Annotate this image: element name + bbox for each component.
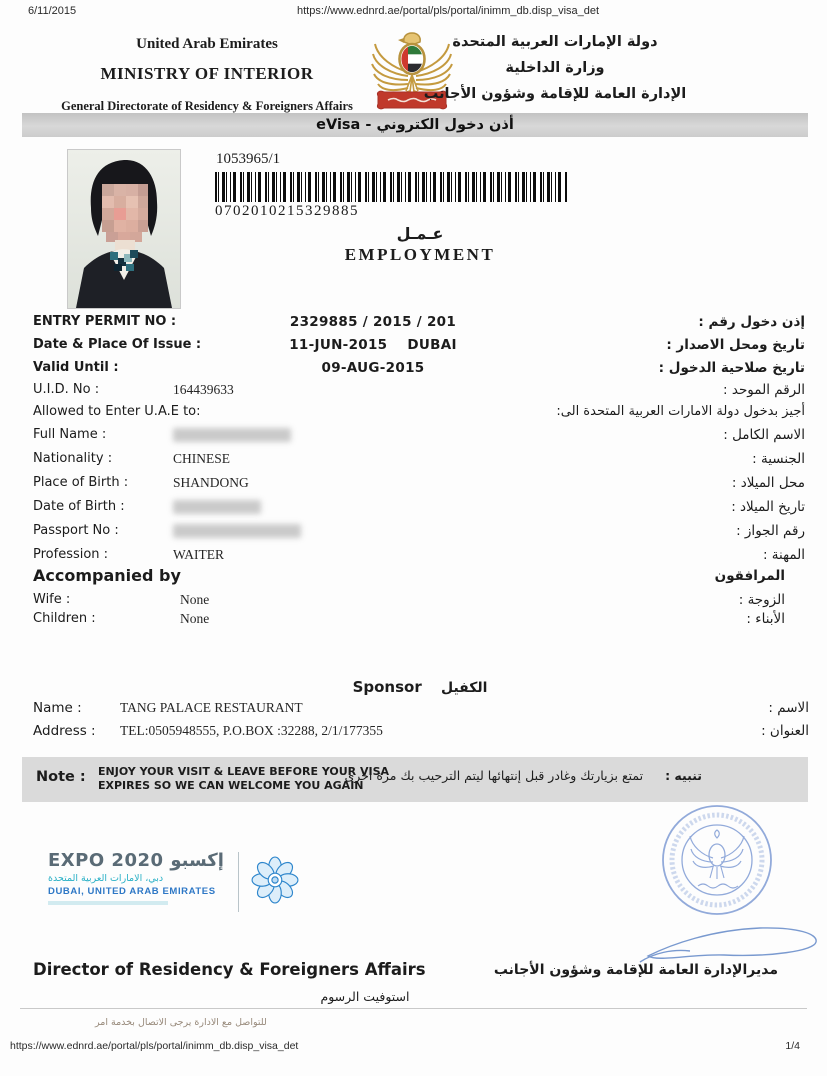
- note-line-1: ENJOY YOUR VISIT & LEAVE BEFORE YOUR VISA: [98, 765, 390, 778]
- field-row-full-name: [33, 427, 813, 445]
- ministry-name-ar: وزارة الداخلية: [505, 60, 605, 76]
- field-value: 09-AUG-2015: [321, 360, 425, 376]
- field-label: Profession :: [33, 547, 109, 562]
- sponsor-heading-en: Sponsor: [352, 678, 422, 696]
- field-label: Name :: [33, 700, 82, 716]
- visa-type-arabic: عـمـل: [396, 224, 444, 243]
- field-label-ar: الرقم الموحد :: [723, 382, 805, 398]
- file-number: 1053965/1: [216, 151, 281, 167]
- field-value: WAITER: [173, 547, 224, 562]
- field-label-ar: تاريخ صلاحية الدخول :: [658, 360, 805, 376]
- field-label-ar: المهنة :: [762, 547, 805, 563]
- print-url: https://www.ednrd.ae/portal/pls/portal/inimm_db.disp_visa_det: [297, 5, 600, 17]
- accompanied-by-heading: Accompanied by: [33, 566, 181, 585]
- field-label-ar: رقم الجواز :: [736, 523, 805, 539]
- visa-type: [300, 224, 540, 265]
- field-label-ar: تاريخ الميلاد :: [731, 499, 805, 515]
- barcode-number: 0702010215329885: [215, 203, 359, 219]
- letterhead-english: [52, 36, 362, 114]
- field-label: Full Name :: [33, 427, 107, 442]
- note-band: [22, 757, 808, 802]
- field-label-ar: الجنسية :: [752, 451, 805, 467]
- field-row-date-of-birth: [33, 499, 813, 517]
- field-row-passport-no: [33, 523, 813, 541]
- applicant-photo: [68, 150, 180, 308]
- field-label-ar: الزوجة :: [738, 592, 785, 608]
- expo-line-en: DUBAI, UNITED ARAB EMIRATES: [48, 886, 216, 897]
- contact-note-ar: للتواصل مع الادارة يرجى الاتصال بخدمة امر: [95, 1017, 267, 1028]
- field-label-ar: الأبناء :: [746, 611, 785, 627]
- field-value: 11-JUN-2015 DUBAI: [289, 337, 457, 353]
- field-label-ar: تاريخ ومحل الاصدار :: [666, 337, 805, 353]
- expo-divider: [238, 852, 239, 912]
- director-title-ar: مديرالإدارة العامة للإقامة وشؤون الأجانب: [493, 962, 778, 978]
- sponsor-heading: [300, 678, 540, 696]
- sponsor-row-name: [33, 700, 813, 718]
- expo-title: EXPO 2020 إكسبو: [48, 850, 224, 871]
- country-name: United Arab Emirates: [136, 36, 278, 52]
- ministry-name: MINISTRY OF INTERIOR: [100, 64, 314, 83]
- field-value: TEL:0505948555, P.O.BOX :32288, 2/1/177355: [120, 723, 383, 738]
- field-label: Date of Birth :: [33, 499, 125, 514]
- field-label-ar: العنوان :: [761, 723, 809, 739]
- field-row-place-of-birth: [33, 475, 813, 493]
- sponsor-row-address: [33, 723, 813, 741]
- field-row-profession: [33, 547, 813, 565]
- field-label: Allowed to Enter U.A.E to:: [33, 404, 201, 419]
- field-row-nationality: [33, 451, 813, 469]
- field-label: ENTRY PERMIT NO :: [33, 314, 177, 329]
- field-label: U.I.D. No :: [33, 382, 100, 397]
- print-date: 6/11/2015: [28, 5, 77, 17]
- directorate-name-ar: الإدارة العامة للإقامة وشؤون الأجانب: [423, 86, 687, 102]
- field-value: SHANDONG: [173, 475, 249, 490]
- note-label: Note :: [36, 769, 86, 785]
- redacted-value: [173, 524, 301, 538]
- field-label: Valid Until :: [33, 360, 119, 375]
- footer-url: https://www.ednrd.ae/portal/pls/portal/inimm_db.disp_visa_det: [10, 1040, 299, 1052]
- footer-page-number: 1/4: [785, 1040, 800, 1052]
- visa-type-english: EMPLOYMENT: [344, 245, 496, 264]
- footer-divider: [20, 1008, 807, 1009]
- field-row-date-place-issue: [33, 337, 813, 355]
- country-name-ar: دولة الإمارات العربية المتحدة: [452, 34, 658, 50]
- expo-line-ar: دبي، الامارات العربية المتحدة: [48, 873, 164, 884]
- field-value: TANG PALACE RESTAURANT: [120, 700, 303, 715]
- note-arabic: [345, 768, 703, 783]
- expo-rosette-icon: [250, 855, 300, 910]
- field-value: None: [180, 592, 210, 607]
- letterhead-arabic: [415, 34, 695, 112]
- field-row-children: [33, 611, 813, 629]
- sponsor-heading-ar: الكفيل: [440, 680, 488, 696]
- note-line-2: EXPIRES SO WE CAN WELCOME YOU AGAIN: [98, 778, 364, 792]
- field-label-ar: محل الميلاد :: [731, 475, 805, 491]
- field-label-ar: أجيز بدخول دولة الامارات العربية المتحدة الى:: [556, 404, 805, 419]
- field-value: 2329885 / 2015 / 201: [289, 314, 457, 330]
- note-text-ar: تمتع بزيارتك وغادر قبل إنتهائها ليتم الترحيب بك مرة أخرى: [344, 768, 644, 783]
- field-row-allowed-to-enter: [33, 404, 813, 422]
- field-label: Date & Place Of Issue :: [33, 337, 202, 352]
- field-value: 164439633: [173, 382, 234, 397]
- directorate-name: General Directorate of Residency & Foreigners Affairs: [61, 99, 353, 113]
- field-row-wife: [33, 592, 813, 610]
- barcode: [215, 172, 567, 202]
- field-value: CHINESE: [173, 451, 230, 466]
- redacted-value: [173, 428, 291, 442]
- field-row-valid-until: [33, 360, 813, 378]
- director-title-en: Director of Residency & Foreigners Affairs: [33, 960, 426, 979]
- field-label: Passport No :: [33, 523, 119, 538]
- field-label-ar: الاسم :: [768, 700, 809, 716]
- redacted-value: [173, 500, 261, 514]
- official-round-stamp: [650, 798, 785, 929]
- expo-fineprint: [48, 901, 168, 905]
- expo-2020-logo: [48, 850, 258, 922]
- fees-collected-ar: استوفيت الرسوم: [320, 989, 410, 1004]
- field-label: Children :: [33, 611, 96, 626]
- field-value: None: [180, 611, 210, 626]
- field-label: Place of Birth :: [33, 475, 129, 490]
- field-label: Wife :: [33, 592, 71, 607]
- visa-fields: [33, 308, 813, 638]
- field-label: Address :: [33, 723, 96, 739]
- field-label: Nationality :: [33, 451, 113, 466]
- accompanied-by-heading-ar: المرافقون: [714, 568, 785, 584]
- field-row-uid-no: [33, 382, 813, 400]
- field-label-ar: الاسم الكامل :: [723, 427, 805, 443]
- field-label-ar: إذن دخول رقم :: [698, 314, 805, 330]
- evisa-title-banner: eVisa - أذن دخول الكتروني: [22, 113, 808, 137]
- note-label-ar: تنبيه :: [665, 768, 702, 783]
- field-row-entry-permit-no: [33, 314, 813, 332]
